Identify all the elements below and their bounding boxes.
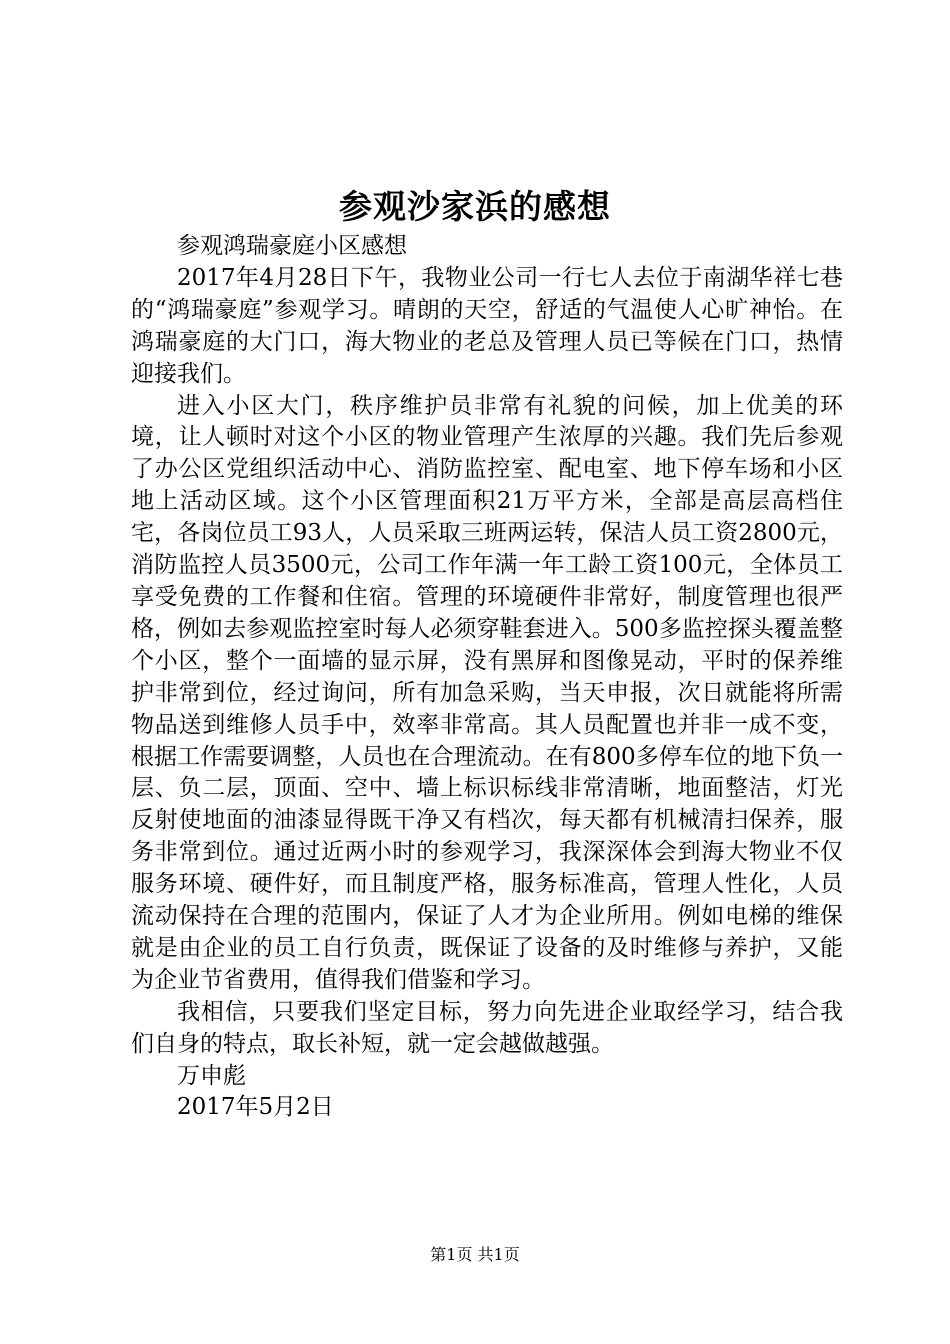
document-title: 参观沙家浜的感想 xyxy=(339,187,611,226)
author-name: 万申彪 xyxy=(177,1062,246,1089)
page-footer: 第1页 共1页 xyxy=(430,1245,520,1264)
conclusion-paragraph: 我相信，只要我们坚定目标，努力向先进企业取经学习，结合我们自身的特点，取长补短，就一定会越做越强。 xyxy=(131,998,843,1057)
subtitle-paragraph: 参观鸿瑞豪庭小区感想 xyxy=(177,233,407,259)
intro-paragraph: 2017年4月28日下午，我物业公司一行七人去位于南湖华祥七巷的“鸿瑞豪庭”参观学习。晴朗的天空，舒适的气温使人心旷神怡。在鸿瑞豪庭的大门口，海大物业的老总及管理人员已等候在门口，热情迎接我们。 xyxy=(131,264,843,387)
visit-details-paragraph: 进入小区大门，秩序维护员非常有礼貌的问候，加上优美的环境，让人顿时对这个小区的物业管理产生浓厚的兴趣。我们先后参观了办公区党组织活动中心、消防监控室、配电室、地下停车场和小区地上活动区域。这个小区管理面积21万平方米，全部是高层高档住宅，各岗位员工93人，人员采取三班两运转，保洁人员工资2800元，消防监控人员3500元，公司工作年满一年工龄工资100元，全体员工享受免费的工作餐和住宿。管理的环境硬件非常好，制度管理也很严格，例如去参观监控室时每人必须穿鞋套进入。500多监控探头覆盖整个小区，整个一面墙的显示屏，没有黑屏和图像晃动，平时的保养维护非常到位，经过询问，所有加急采购，当天申报，次日就能将所需物品送到维修人员手中，效率非常高。其人员配置也并非一成不变，根据工作需要调整，人员也在合理流动。在有800多停车位的地下负一层、负二层，顶面、空中、墙上标识标线非常清晰，地面整洁，灯光反射使地面的油漆显得既干净又有档次，每天都有机械清扫保养，服务非常到位。通过近两小时的参观学习，我深深体会到海大物业不仅服务环境、硬件好，而且制度严格，服务标准高，管理人性化，人员流动保持在合理的范围内，保证了人才为企业所用。例如电梯的维保就是由企业的员工自行负责，既保证了设备的及时维修与养护，又能为企业节省费用，值得我们借鉴和学习。 xyxy=(131,392,843,993)
document-body xyxy=(131,231,843,1124)
document-date: 2017年5月2日 xyxy=(177,1094,334,1121)
